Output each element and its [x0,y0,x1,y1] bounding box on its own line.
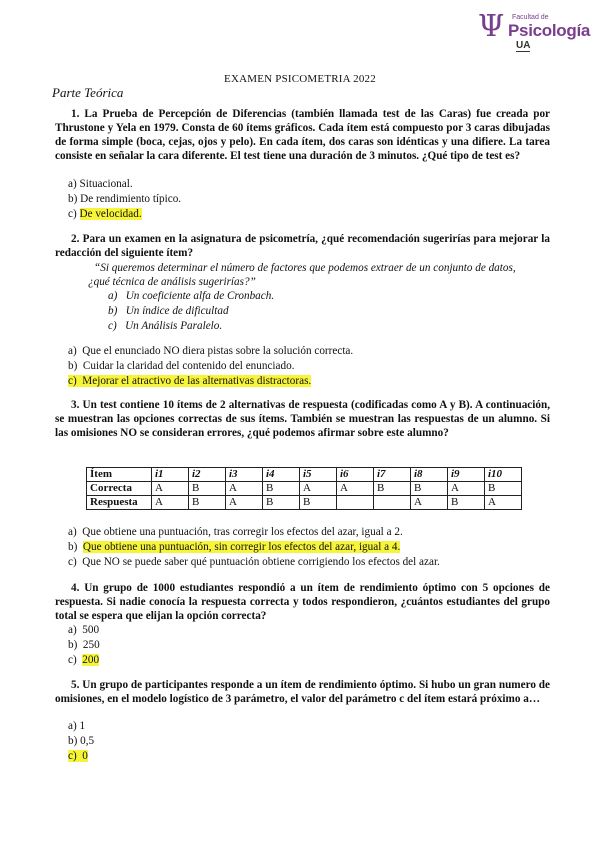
q3-option-a[interactable]: a) Que obtiene una puntuación, tras corregir los efectos del azar, igual a 2. [68,526,403,538]
question-4-options [68,623,100,668]
question-2-options [68,344,353,389]
question-1-options [68,177,181,222]
table-header-cell: i5 [300,468,337,482]
table-cell: B [300,496,337,510]
q1-option-a[interactable]: a) Situacional. [68,178,133,190]
table-cell [374,496,411,510]
q2-sub-option-c: c) Un Análisis Paralelo. [108,320,223,332]
table-header-cell: i3 [226,468,263,482]
q5-option-b[interactable]: b) 0,5 [68,735,95,747]
table-cell: A [411,496,448,510]
table-cell: A [226,482,263,496]
table-cell: A [485,496,522,510]
table-row-correcta [87,482,522,496]
highlighted-answer: Que obtiene una puntuación, sin corregir los efectos del azar, igual a 4. [82,541,401,553]
table-cell: A [337,482,374,496]
table-header-cell: i6 [337,468,374,482]
table-cell: B [448,496,485,510]
table-cell: A [152,482,189,496]
exam-title: EXAMEN PSICOMETRIA 2022 [224,73,376,85]
q2-option-c[interactable] [68,374,353,389]
highlighted-answer: c) Mejorar el atractivo de las alternativas distractoras. [68,375,312,387]
table-cell: B [411,482,448,496]
highlighted-answer: 200 [82,654,100,666]
table-header-cell: i10 [485,468,522,482]
table-header-cell: i9 [448,468,485,482]
table-cell: B [485,482,522,496]
table-cell: B [189,496,226,510]
q2-option-b[interactable]: b) Cuidar la claridad del contenido del enunciado. [68,360,295,372]
table-header-cell: Ítem [87,468,152,482]
question-4-text: 4. Un grupo de 1000 estudiantes respondió a un ítem de rendimiento óptimo con 5 opciones de respuesta. Si nadie conocía la respuesta correcta y todos respondieron, ¿cuántos estudiantes del grupo total se espera que elijan la opción correcta? [55,582,550,622]
question-2-sub-options [108,289,274,334]
table-header-cell: i7 [374,468,411,482]
logo-name-text: Psicología [508,21,591,40]
table-header-cell: i4 [263,468,300,482]
q2-sub-option-a: a) Un coeficiente alfa de Cronbach. [108,290,275,302]
table-cell: A [448,482,485,496]
question-3-options [68,525,440,570]
highlighted-answer: De velocidad. [79,208,142,220]
q5-option-a[interactable]: a) 1 [68,720,86,732]
q4-option-a[interactable]: a) 500 [68,624,100,636]
table-header-cell: i2 [189,468,226,482]
table-cell: B [263,496,300,510]
table-cell: A [152,496,189,510]
section-title: Parte Teórica [52,85,124,100]
q4-option-c[interactable]: c) 200 [68,654,100,666]
logo-faculty-text: Facultad de [512,14,549,21]
table-cell: B [189,482,226,496]
table-cell: A [226,496,263,510]
q3-option-b[interactable]: b) Que obtiene una puntuación, sin corregir los efectos del azar, igual a 4. [68,541,401,553]
question-1-text: 1. La Prueba de Percepción de Diferencias (también llamada test de las Caras) fue creada por Thrustone y Yela en 1979. Consta de 60 ítems gráficos. Cada ítem está compuesto por 3 caras dibujadas de forma simple (boca, cejas, ojos y pelo). En cada ítem, dos caras son idénticas y una difiere. La tarea consiste en señalar la cara diferente. El test tiene una duración de 3 minutos. ¿Qué tipo de test es? [55,108,550,162]
q3-option-c[interactable]: c) Que NO se puede saber qué puntuación obtiene corrigiendo los efectos del azar. [68,556,440,568]
question-5-options [68,719,94,764]
table-header-row [87,468,522,482]
faculty-logo [478,9,591,54]
table-cell: A [300,482,337,496]
table-header-cell: i1 [152,468,189,482]
q2-sub-option-b: b) Un índice de dificultad [108,305,229,317]
table-cell: B [263,482,300,496]
table-cell: Correcta [87,482,152,496]
answers-table [86,467,522,510]
highlighted-answer: c) 0 [68,750,88,762]
q1-option-c[interactable]: c) De velocidad. [68,208,142,220]
q1-option-b[interactable]: b) De rendimiento típico. [68,193,182,205]
table-cell [337,496,374,510]
question-3-text: 3. Un test contiene 10 ítems de 2 alternativas de respuesta (codificadas como A y B). A continuación, se muestran las opciones correctas de sus ítems. También se muestran las respuestas de un alumno. Si las omisiones NO se consideran errores, ¿qué podemos afirmar sobre este alumno? [55,399,550,439]
q5-option-c[interactable] [68,749,94,764]
table-row-respuesta [87,496,522,510]
table-cell: B [374,482,411,496]
question-2-text: 2. Para un examen en la asignatura de psicometría, ¿qué recomendación sugerirías para mejorar la redacción del siguiente ítem? [55,233,550,259]
table-header-cell: i8 [411,468,448,482]
q2-option-a[interactable]: a) Que el enunciado NO diera pistas sobre la solución correcta. [68,345,354,357]
psi-logo-icon: Ψ [478,9,505,44]
table-cell: Respuesta [87,496,152,510]
question-5-text: 5. Un grupo de participantes responde a un ítem de rendimiento óptimo. Si hubo un gran numero de omisiones, en el modelo logístico de 3 parámetro, el valor del parámetro c del ítem estará próximo a… [55,679,550,705]
q4-option-b[interactable]: b) 250 [68,639,100,651]
question-2-quote: “Si queremos determinar el número de factores que podemos extraer de un conjunto de datos, ¿qué técnica de análisis sugerirías?” [88,262,516,288]
logo-university-text: UA [516,40,531,51]
answers-table-container [86,467,522,510]
